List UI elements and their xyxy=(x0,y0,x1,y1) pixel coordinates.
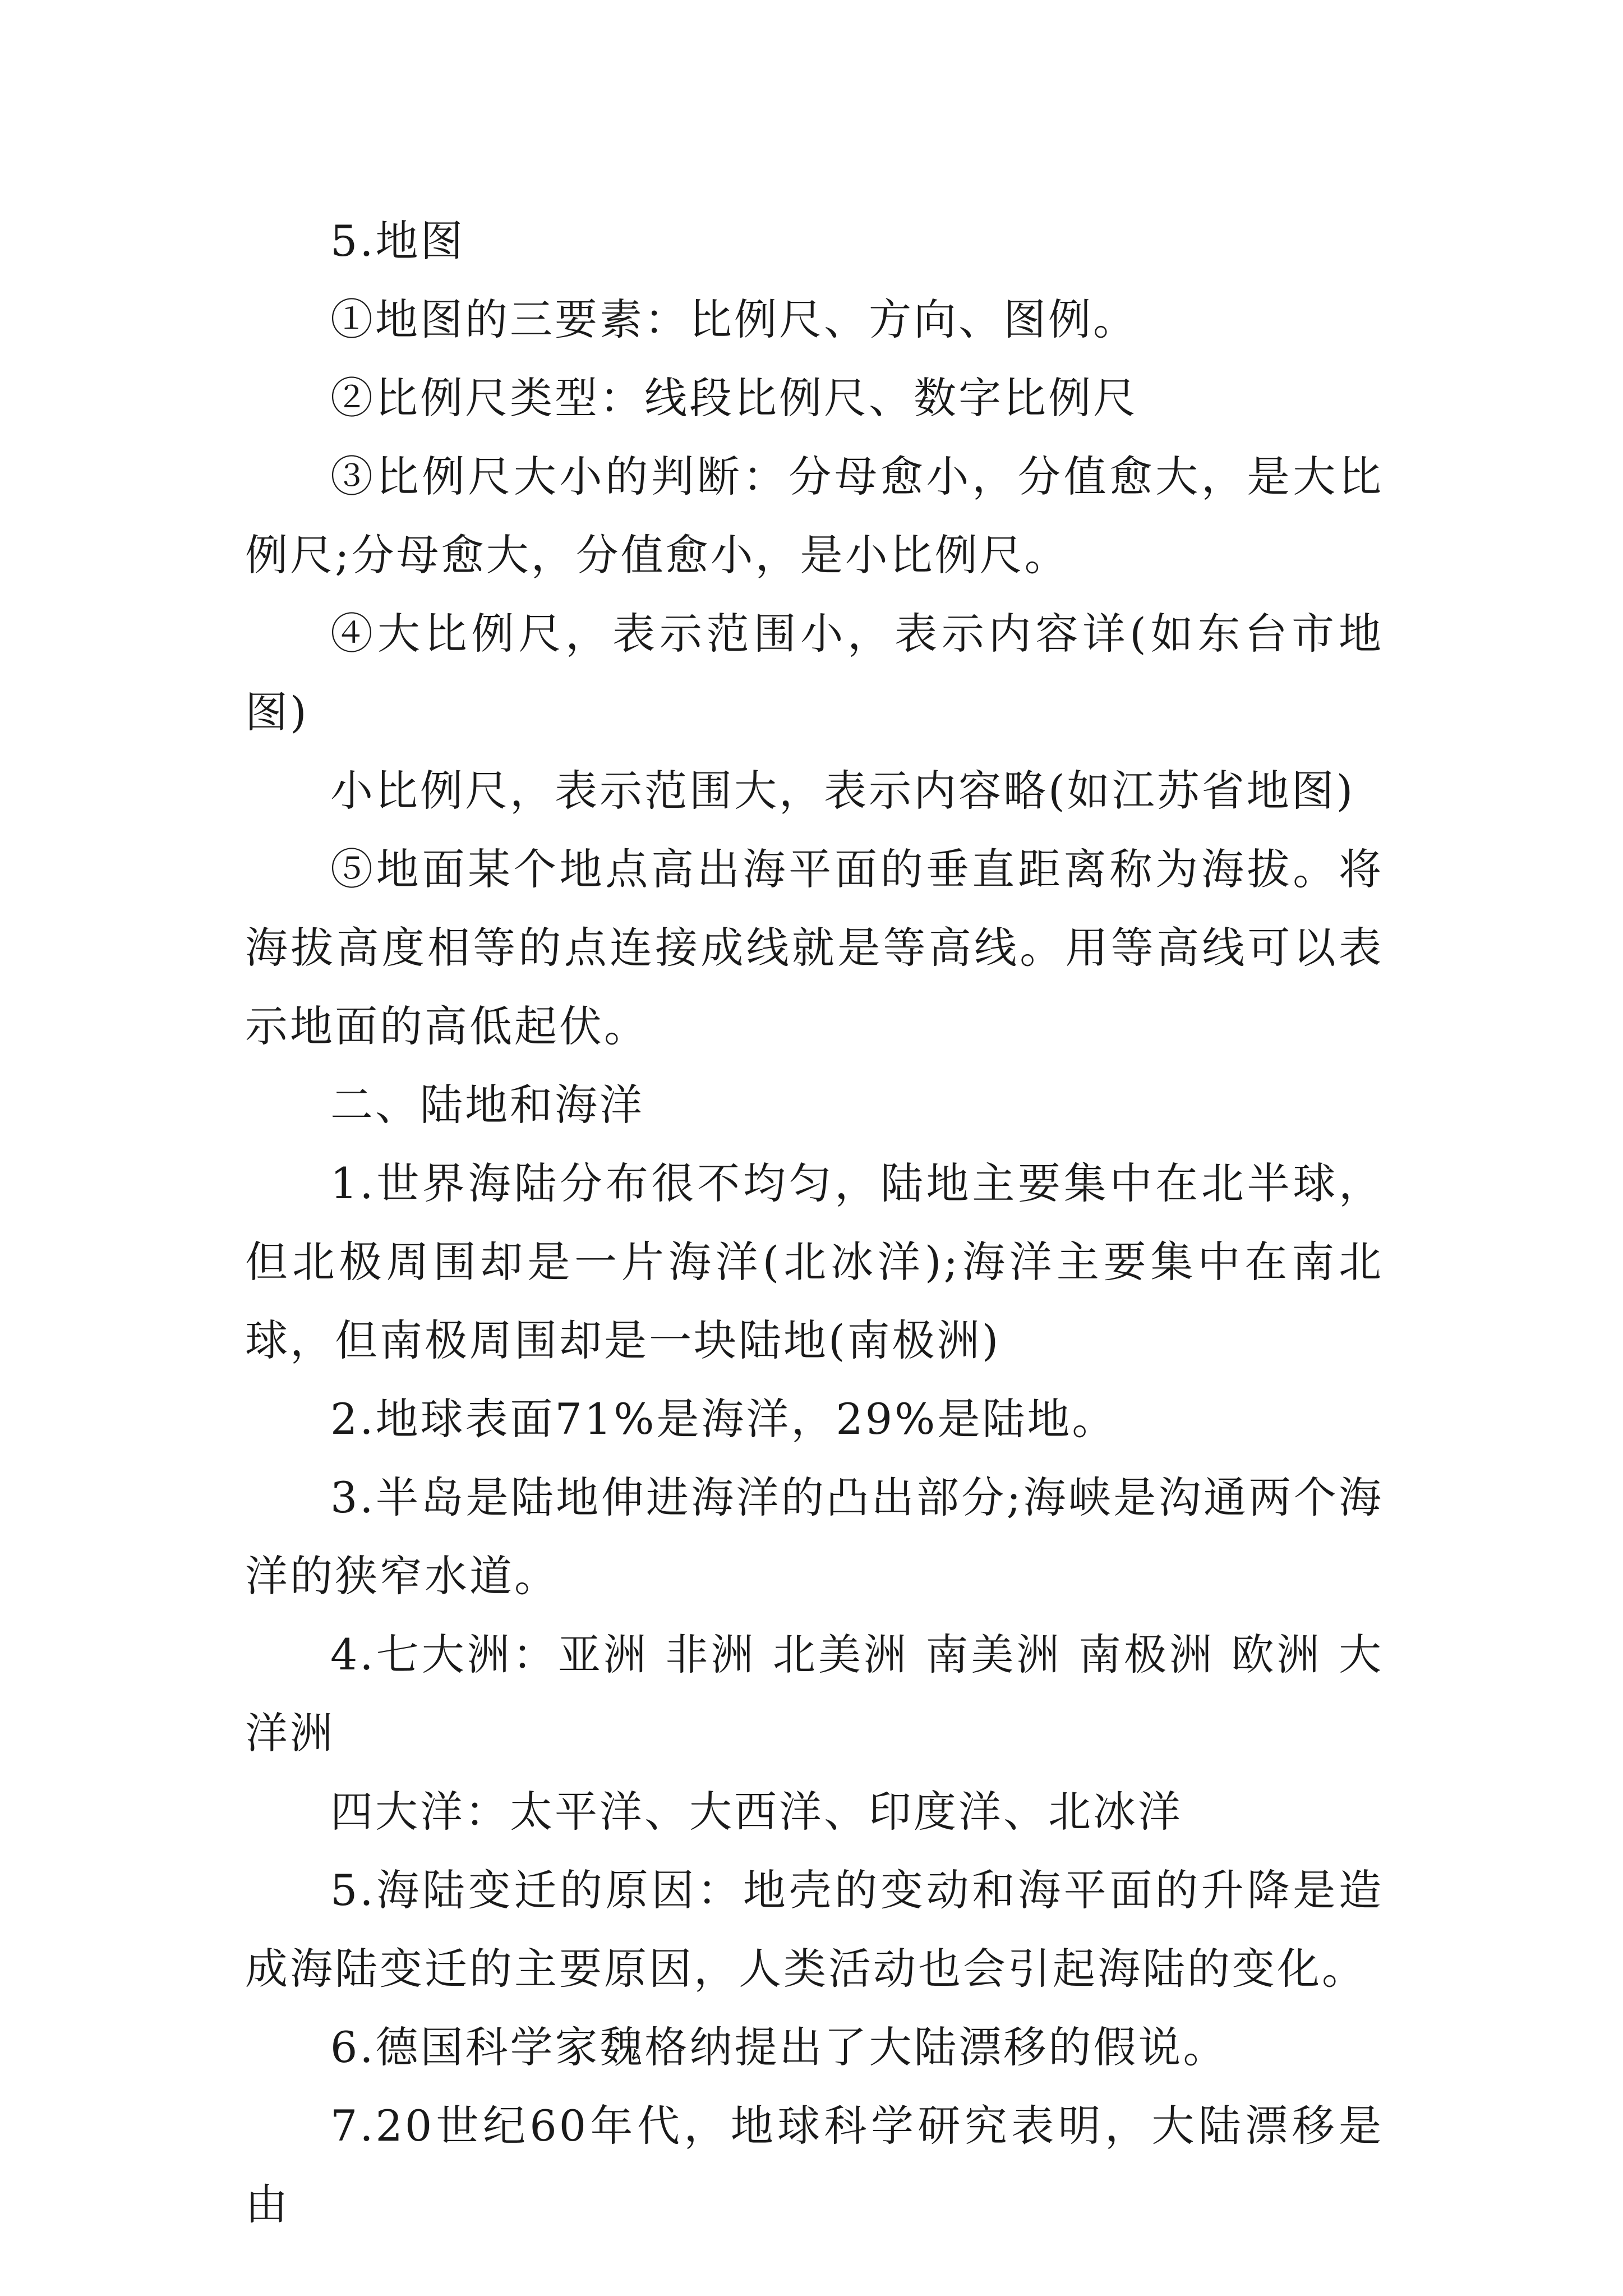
paragraph: 4.七大洲：亚洲 非洲 北美洲 南美洲 南极洲 欧洲 大洋洲 xyxy=(245,1630,1384,1758)
paragraph: 四大洋：太平洋、大西洋、印度洋、北冰洋 xyxy=(330,1787,1183,1837)
paragraph: ⑤地面某个地点高出海平面的垂直距离称为海拔。将海拔高度相等的点连接成线就是等高线。用等高线可以表示地面的高低起伏。 xyxy=(245,844,1384,1051)
paragraph: 1.世界海陆分布很不均匀，陆地主要集中在北半球，但北极周围却是一片海洋(北冰洋);海洋主要集中在南北球，但南极周围却是一块陆地(南极洲) xyxy=(245,1158,1384,1365)
paragraph: 2.地球表面71%是海洋，29%是陆地。 xyxy=(330,1394,1117,1444)
paragraph: ①地图的三要素：比例尺、方向、图例。 xyxy=(330,295,1138,344)
paragraph: 小比例尺，表示范围大，表示内容略(如江苏省地图) xyxy=(330,766,1355,816)
paragraph: ③比例尺大小的判断：分母愈小，分值愈大，是大比例尺;分母愈大，分值愈小，是小比例尺。 xyxy=(245,452,1384,580)
paragraph: 6.德国科学家魏格纳提出了大陆漂移的假说。 xyxy=(330,2022,1228,2072)
paragraph: 5.海陆变迁的原因：地壳的变动和海平面的升降是造成海陆变迁的主要原因，人类活动也会引起海陆的变化。 xyxy=(245,1865,1384,1994)
paragraph: ④大比例尺，表示范围小，表示内容详(如东台市地图) xyxy=(245,609,1384,737)
paragraph: 3.半岛是陆地伸进海洋的凸出部分;海峡是沟通两个海洋的狭窄水道。 xyxy=(245,1473,1384,1601)
section-heading-map: 5.地图 xyxy=(330,216,465,266)
paragraph: ②比例尺类型：线段比例尺、数字比例尺 xyxy=(330,373,1138,423)
section-heading-land-ocean: 二、陆地和海洋 xyxy=(330,1080,644,1130)
paragraph: 7.20世纪60年代，地球科学研究表明，大陆漂移是由 xyxy=(245,2101,1384,2229)
document-body xyxy=(245,202,1384,2244)
